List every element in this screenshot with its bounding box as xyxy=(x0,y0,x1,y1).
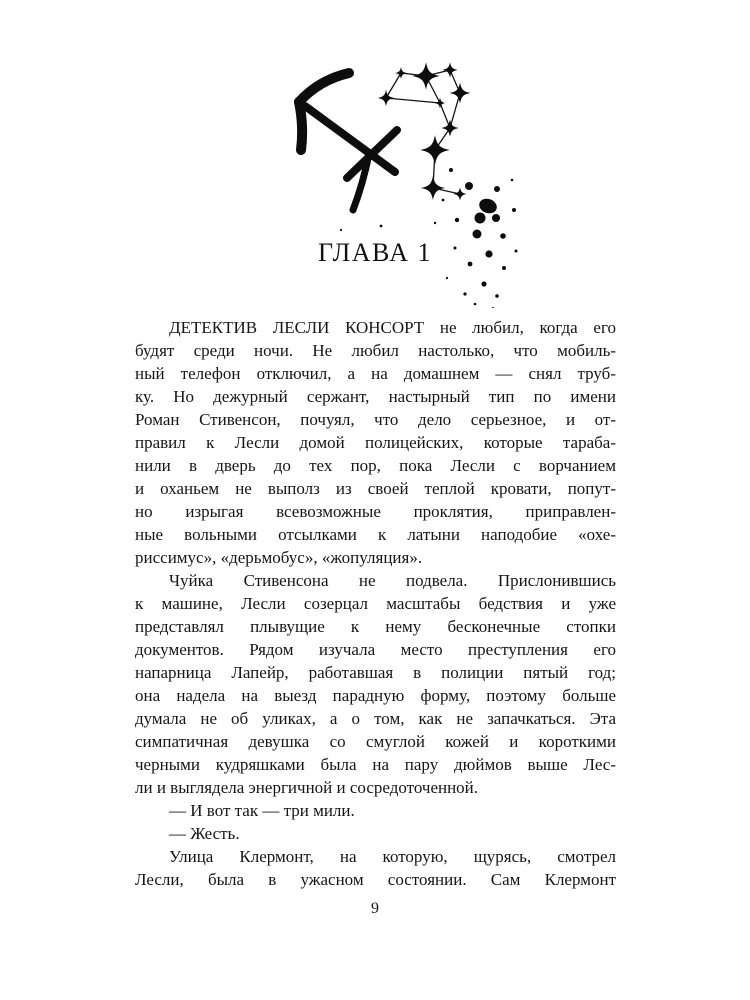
text-line: и оханьем не выполз из своей теплой кровати, попут- xyxy=(135,479,616,498)
text-line: ные вольными отсылками к латыни наподобие «охе- xyxy=(135,525,616,544)
sagittarius-illustration xyxy=(283,58,533,308)
paragraph xyxy=(135,799,616,822)
text-line: Улица Клермонт, на которую, щурясь, смотрел xyxy=(169,847,616,866)
constellation-stars-icon xyxy=(378,62,471,200)
text-line: Чуйка Стивенсона не подвела. Прислонившись xyxy=(169,571,616,590)
text-line: Роман Стивенсон, почуял, что дело серьезное, и от- xyxy=(135,410,616,429)
sagittarius-arrow-icon xyxy=(299,73,397,210)
paragraph xyxy=(135,845,616,891)
paragraph xyxy=(135,822,616,845)
paragraph xyxy=(135,569,616,799)
constellation-lines xyxy=(386,70,460,194)
text-line: ный телефон отключил, а на домашнем — снял труб- xyxy=(135,364,616,383)
paragraph xyxy=(135,316,616,569)
text-line: — Жесть. xyxy=(169,824,240,843)
text-line: черными кудряшками была на пару дюймов выше Лес- xyxy=(135,755,616,774)
text-line: представлял плывущие к нему бесконечные стопки xyxy=(135,617,616,636)
body-text xyxy=(135,316,616,891)
text-line: но изрыгая всевозможные проклятия, приправлен- xyxy=(135,502,616,521)
text-line: ку. Но дежурный сержант, настырный тип по имени xyxy=(135,387,616,406)
text-line: правил к Лесли домой полицейских, которые тараба- xyxy=(135,433,616,452)
text-line: будят среди ночи. Не любил настолько, что мобиль- xyxy=(135,341,616,360)
page-number: 9 xyxy=(371,900,379,917)
text-line: ДЕТЕКТИВ ЛЕСЛИ КОНСОРТ не любил, когда его xyxy=(169,318,616,337)
text-line: к машине, Лесли созерцал масштабы бедствия и уже xyxy=(135,594,616,613)
text-line: нили в дверь до тех пор, пока Лесли с ворчанием xyxy=(135,456,616,475)
chapter-art-icon xyxy=(283,58,533,308)
text-line: риссимус», «дерьмобус», «жопуляция». xyxy=(135,548,423,567)
chapter-title: ГЛАВА 1 xyxy=(318,238,432,267)
text-line: документов. Рядом изучала место преступления его xyxy=(135,640,616,659)
text-line: думала не об уликах, а о том, как не запачкаться. Эта xyxy=(135,709,616,728)
text-line: напарница Лапейр, работавшая в полиции пятый год; xyxy=(135,663,616,682)
text-line: Лесли, была в ужасном состоянии. Сам Клермонт xyxy=(135,870,616,889)
text-line: ли и выглядела энергичной и сосредоточенной. xyxy=(135,778,479,797)
text-line: симпатичная девушка со смуглой кожей и короткими xyxy=(135,732,616,751)
text-line: — И вот так — три мили. xyxy=(169,801,355,820)
text-line: она надела на выезд парадную форму, поэтому больше xyxy=(135,686,616,705)
